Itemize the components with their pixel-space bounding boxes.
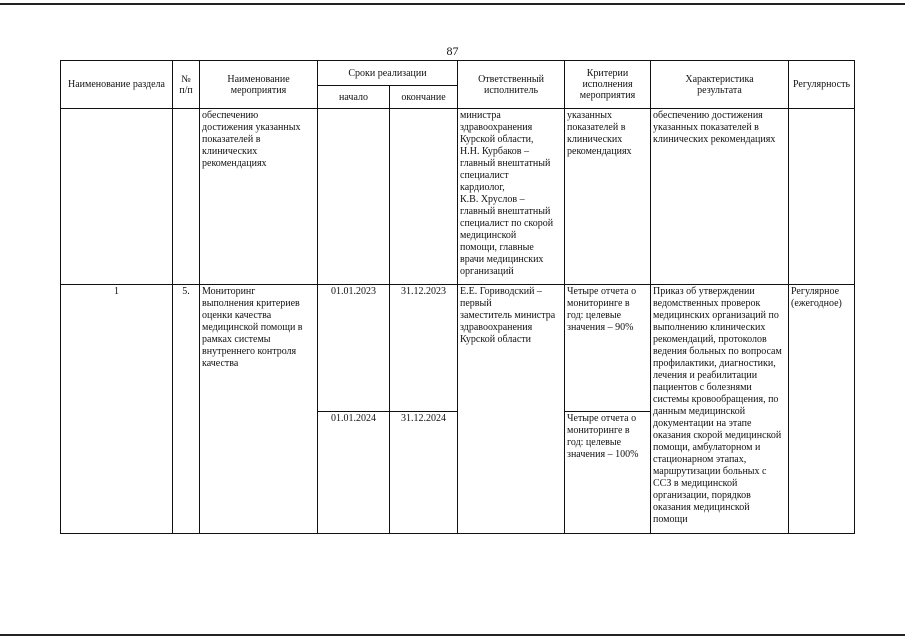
cont-criteria: указанных показателей в клинических рекомендациях [565, 109, 651, 285]
plan-table [60, 60, 855, 534]
header-deadlines: Сроки реализации [318, 61, 458, 86]
row5-start-2023: 01.01.2023 [318, 285, 390, 412]
row5-number: 5. [173, 285, 200, 534]
cont-end [390, 109, 458, 285]
table-row [61, 109, 855, 285]
cont-number [173, 109, 200, 285]
row5-criteria-2024: Четыре отчета о мониторинге в год: целевые значения – 100% [565, 412, 651, 534]
row5-regularity: Регулярное (ежегодное) [789, 285, 855, 534]
cont-result: обеспечению достижения указанных показателей в клинических рекомендациях [651, 109, 789, 285]
header-event-name: Наименование мероприятия [200, 61, 318, 109]
header-start: начало [318, 86, 390, 109]
row5-event: Мониторинг выполнения критериев оценки качества медицинской помощи в рамках системы внутреннего контроля качества [200, 285, 318, 534]
header-result: Характеристика результата [651, 61, 789, 109]
cont-start [318, 109, 390, 285]
row5-criteria-2023: Четыре отчета о мониторинге в год: целевые значения – 90% [565, 285, 651, 412]
bottom-border-line [0, 634, 905, 636]
cont-regularity [789, 109, 855, 285]
row5-end-2024: 31.12.2024 [390, 412, 458, 534]
header-criteria: Критерии исполнения мероприятия [565, 61, 651, 109]
row5-start-2024: 01.01.2024 [318, 412, 390, 534]
row5-result: Приказ об утверждении ведомственных проверок медицинских организаций по выполнению клинических рекомендаций, протоколов ведения больных по вопросам профилактики, диагностики, лечения и реабилитации пациентов с болезнями системы кровообращения, по данным медицинской документации на этапе оказания скорой медицинской помощи, амбулаторном и стационарном этапах, маршрутизации больных с ССЗ в медицинской организации, порядков оказания медицинской помощи [651, 285, 789, 534]
header-regularity: Регулярность [789, 61, 855, 109]
cont-section [61, 109, 173, 285]
header-responsible: Ответственный исполнитель [458, 61, 565, 109]
row5-section: 1 [61, 285, 173, 534]
cont-responsible: министра здравоохранения Курской области, Н.Н. Курбаков – главный внештатный специалист кардиолог, К.В. Хруслов – главный внештатный специалист по скорой медицинской помощи, главные врачи медицинских организаций [458, 109, 565, 285]
row5-responsible: Е.Е. Гориводский – первый заместитель министра здравоохранения Курской области [458, 285, 565, 534]
row5-end-2023: 31.12.2023 [390, 285, 458, 412]
cont-event: обеспечению достижения указанных показателей в клинических рекомендациях [200, 109, 318, 285]
header-section-name: Наименование раздела [61, 61, 173, 109]
table-row [61, 285, 855, 412]
header-number: № п/п [173, 61, 200, 109]
top-border-line [0, 3, 905, 5]
header-end: окончание [390, 86, 458, 109]
page-number: 87 [446, 44, 459, 58]
